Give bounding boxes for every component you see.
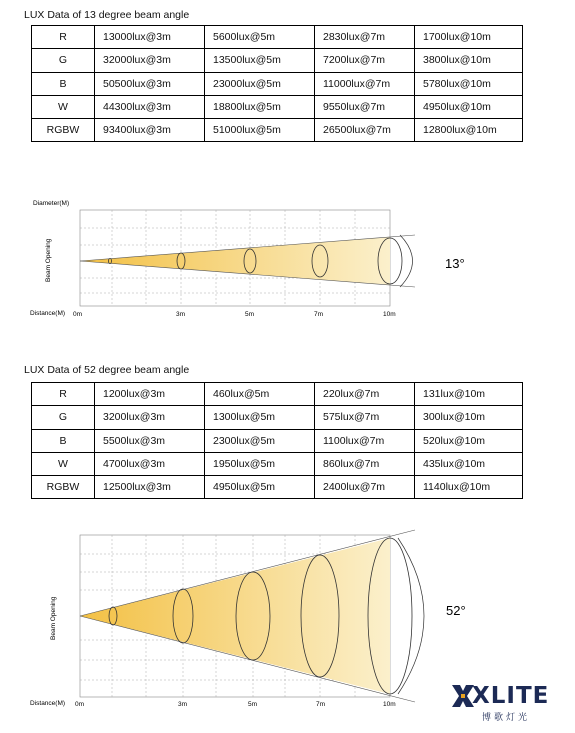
lux-cell: 2300lux@5m: [205, 429, 315, 452]
table-row: [32, 72, 523, 95]
lux-cell: 1140lux@10m: [415, 476, 523, 499]
lux-cell: 1100lux@7m: [315, 429, 415, 452]
lux-cell: 51000lux@5m: [205, 119, 315, 142]
lux-cell: 32000lux@3m: [95, 49, 205, 72]
table-row: [32, 406, 523, 429]
lux-cell: 13000lux@3m: [95, 26, 205, 49]
lux-cell: 2830lux@7m: [315, 26, 415, 49]
distance-axis-label: Distance(M): [30, 310, 66, 317]
tick-0m: 0m: [75, 701, 85, 708]
angle-label: 52°: [446, 603, 466, 618]
diameter-axis-label: Diameter(M): [33, 200, 70, 207]
lux-cell: 131lux@10m: [415, 383, 523, 406]
lux-cell: 435lux@10m: [415, 452, 523, 475]
lux-cell: 575lux@7m: [315, 406, 415, 429]
color-cell: RGBW: [32, 119, 95, 142]
lux-cell: 520lux@10m: [415, 429, 523, 452]
table-row: [32, 26, 523, 49]
color-cell: R: [32, 383, 95, 406]
color-cell: R: [32, 26, 95, 49]
lux-cell: 93400lux@3m: [95, 119, 205, 142]
tick-3m: 3m: [176, 311, 186, 318]
lux-cell: 9550lux@7m: [315, 95, 415, 118]
lux-cell: 23000lux@5m: [205, 72, 315, 95]
lux-cell: 13500lux@5m: [205, 49, 315, 72]
lux-cell: 7200lux@7m: [315, 49, 415, 72]
color-cell: G: [32, 49, 95, 72]
lux-cell: 18800lux@5m: [205, 95, 315, 118]
lux-cell: 4700lux@3m: [95, 452, 205, 475]
angle-arc: [398, 538, 424, 694]
lux-cell: 2400lux@7m: [315, 476, 415, 499]
table-row: [32, 452, 523, 475]
table-row: [32, 49, 523, 72]
table52-title: LUX Data of 52 degree beam angle: [24, 364, 190, 376]
lux-cell: 44300lux@3m: [95, 95, 205, 118]
lux-cell: 3200lux@3m: [95, 406, 205, 429]
logo-text: XLITE: [472, 683, 550, 709]
tick-5m: 5m: [248, 701, 258, 708]
lux-cell: 3800lux@10m: [415, 49, 523, 72]
lux-cell: 4950lux@10m: [415, 95, 523, 118]
lux-cell: 50500lux@3m: [95, 72, 205, 95]
lux-cell: 1950lux@5m: [205, 452, 315, 475]
angle-label: 13°: [445, 256, 465, 271]
lux-cell: 11000lux@7m: [315, 72, 415, 95]
tick-7m: 7m: [314, 311, 324, 318]
lux-cell: 4950lux@5m: [205, 476, 315, 499]
tick-10m: 10m: [383, 311, 396, 318]
lux-cell: 460lux@5m: [205, 383, 315, 406]
tick-7m: 7m: [316, 701, 326, 708]
distance-axis-label: Distance(M): [30, 700, 66, 707]
lux-cell: 5500lux@3m: [95, 429, 205, 452]
beam-opening-label: Beam Opening: [50, 596, 57, 640]
table-row: [32, 476, 523, 499]
lux-cell: 26500lux@7m: [315, 119, 415, 142]
color-cell: B: [32, 429, 95, 452]
table13-title: LUX Data of 13 degree beam angle: [24, 9, 190, 21]
lux-cell: 300lux@10m: [415, 406, 523, 429]
lux-cell: 5600lux@5m: [205, 26, 315, 49]
beam-diagram-13-degree: [0, 190, 575, 330]
tick-5m: 5m: [245, 311, 255, 318]
lux-cell: 220lux@7m: [315, 383, 415, 406]
tick-3m: 3m: [178, 701, 188, 708]
color-cell: G: [32, 406, 95, 429]
table-row: [32, 119, 523, 142]
tick-0m: 0m: [73, 311, 83, 318]
brand-logo: [452, 683, 564, 729]
lux-cell: 12800lux@10m: [415, 119, 523, 142]
color-cell: W: [32, 452, 95, 475]
beam-cone: [80, 237, 390, 285]
color-cell: RGBW: [32, 476, 95, 499]
lux-cell: 12500lux@3m: [95, 476, 205, 499]
lux-cell: 1700lux@10m: [415, 26, 523, 49]
lux-cell: 860lux@7m: [315, 452, 415, 475]
lux-table-52-degree: [31, 382, 523, 499]
lux-cell: 1300lux@5m: [205, 406, 315, 429]
logo-subtitle: 博歌灯光: [482, 713, 531, 723]
table-row: [32, 95, 523, 118]
table-row: [32, 429, 523, 452]
table-row: [32, 383, 523, 406]
lux-cell: 5780lux@10m: [415, 72, 523, 95]
color-cell: W: [32, 95, 95, 118]
lux-cell: 1200lux@3m: [95, 383, 205, 406]
xlite-logo-mark-icon: [452, 685, 474, 707]
lux-table-13-degree: [31, 25, 523, 142]
color-cell: B: [32, 72, 95, 95]
beam-opening-label: Beam Opening: [45, 238, 52, 282]
tick-10m: 10m: [383, 701, 396, 708]
beam-cone: [80, 538, 390, 694]
